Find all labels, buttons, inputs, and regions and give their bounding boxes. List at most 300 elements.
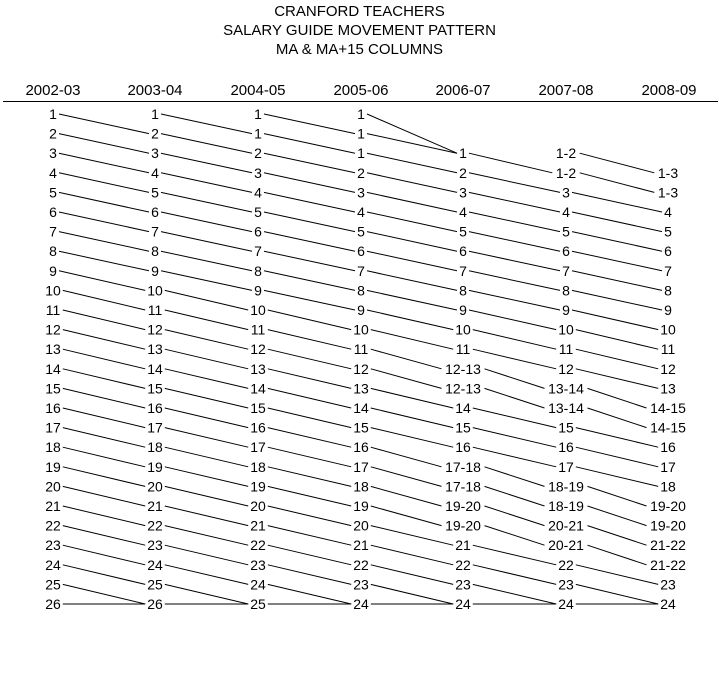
movement-line [264,251,355,271]
step-label: 19 [250,478,266,495]
step-label: 23 [45,537,61,554]
step-label: 1 [357,106,365,122]
step-label: 2 [151,125,159,142]
step-label: 16 [660,439,676,456]
movement-line [59,192,149,212]
step-label: 22 [353,556,369,573]
movement-line [264,192,355,212]
step-label: 4 [562,204,570,220]
step-label: 20 [45,478,61,495]
step-label: 3 [357,184,365,201]
movement-line [264,173,355,193]
movement-line [371,388,453,408]
step-label: 19-20 [650,517,686,534]
step-label: 8 [254,262,262,279]
movement-line [63,349,145,369]
movement-line [367,310,453,330]
step-label: 12 [45,321,61,338]
movement-line [63,290,145,310]
movement-line [59,251,149,271]
movement-line [485,526,545,546]
step-label: 1-2 [555,145,577,162]
step-label: 26 [45,596,61,612]
step-label: 13 [250,360,266,377]
step-label: 16 [558,439,574,456]
step-label: 13 [353,380,369,397]
movement-line [268,584,351,604]
title-line-2: SALARY GUIDE MOVEMENT PATTERN [223,22,496,39]
movement-line [588,486,647,506]
movement-line [371,467,442,487]
step-label: 12 [250,341,266,358]
step-label: 6 [664,243,672,260]
step-label: 21 [45,498,61,514]
movement-line [473,349,556,369]
movement-line [367,114,457,153]
step-label: 17 [558,458,574,475]
movement-line [63,565,145,585]
movement-line [268,467,351,487]
step-label: 14 [147,360,163,377]
step-label: 14 [353,400,369,416]
movement-line [268,506,351,526]
movement-line [485,467,545,487]
step-label: 13-14 [548,380,584,397]
step-label: 24 [455,596,471,612]
step-label: 23 [147,537,163,554]
movement-line [63,486,145,506]
movement-line [161,232,252,252]
step-label: 16 [455,439,471,456]
step-label: 6 [49,204,57,220]
step-label: 7 [49,223,57,240]
movement-line [371,506,442,526]
movement-line [588,526,647,546]
movement-line [469,290,560,310]
movement-line [165,506,248,526]
movement-line [371,330,453,350]
step-label: 15 [353,419,369,436]
step-label: 4 [254,184,262,201]
step-label: 1 [357,125,365,142]
step-label: 18-19 [548,498,584,514]
movement-line [268,369,351,389]
movement-line [268,408,351,428]
step-label: 14-15 [650,419,686,436]
step-label: 4 [357,204,365,220]
movement-line [165,369,248,389]
step-label: 25 [45,576,61,593]
movement-line [268,349,351,369]
movement-line [576,330,658,350]
movement-line [165,526,248,546]
step-label: 11 [250,321,266,338]
step-label: 1 [49,106,57,122]
step-label: 15 [147,380,163,397]
step-label: 14 [250,380,266,397]
step-label: 5 [151,184,159,201]
step-label: 19 [147,458,163,475]
movement-line [469,192,560,212]
step-label: 16 [353,439,369,456]
step-label: 17 [147,419,163,436]
movement-line [572,310,658,330]
step-label: 19-20 [445,517,481,534]
step-label: 7 [254,243,262,260]
step-label: 4 [664,204,672,220]
movement-line [63,447,145,467]
movement-line [268,388,351,408]
step-label: 5 [664,223,672,240]
movement-line [473,545,556,565]
step-label: 23 [660,576,676,593]
movement-line [63,428,145,448]
step-label: 10 [147,282,163,299]
step-label: 18 [147,439,163,456]
movement-line [165,486,248,506]
movement-line [588,545,647,565]
step-label: 7 [151,223,159,240]
step-label: 19 [353,498,369,514]
movement-line [473,408,556,428]
step-label: 8 [562,282,570,299]
step-label: 6 [562,243,570,260]
step-label: 24 [353,596,369,612]
step-label: 18-19 [548,478,584,495]
step-label: 2 [459,164,467,181]
movement-line [264,153,355,173]
step-label: 5 [254,204,262,220]
movement-line [165,310,248,330]
year-header-2008-09: 2008-09 [641,82,697,99]
movement-line [576,467,658,487]
step-label: 14 [455,400,471,416]
movement-line [264,232,355,252]
movement-line [165,584,248,604]
step-label: 19-20 [445,498,481,514]
title-line-1: CRANFORD TEACHERS [274,3,445,20]
movement-line [268,565,351,585]
movement-line [161,212,252,232]
movement-line [469,251,560,271]
step-label: 15 [558,419,574,436]
step-label: 17 [660,458,676,475]
movement-line [161,114,252,134]
step-label: 16 [147,400,163,416]
movement-line [367,192,457,212]
step-label: 18 [250,458,266,475]
movement-line [371,447,442,467]
step-label: 17 [45,419,61,436]
movement-line [161,251,252,271]
movement-line [572,192,662,212]
step-label: 1-3 [657,184,679,201]
step-label: 8 [151,243,159,260]
step-label: 12-13 [445,360,481,377]
movement-line [572,212,662,232]
step-label: 24 [660,596,676,612]
step-label: 11 [455,341,471,358]
movement-line [165,447,248,467]
movement-line [371,526,453,546]
step-label: 15 [45,380,61,397]
step-label: 5 [562,223,570,240]
movement-line [63,584,145,604]
step-label: 14-15 [650,400,686,416]
movement-line [268,526,351,546]
step-label: 18 [660,478,676,495]
step-label: 6 [254,223,262,240]
movement-line [59,173,149,193]
step-label: 22 [558,556,574,573]
movement-line [588,506,647,526]
movement-line [59,212,149,232]
step-label: 9 [254,282,262,299]
movement-line [165,428,248,448]
step-label: 12 [147,321,163,338]
step-label: 20 [147,478,163,495]
movement-line [63,408,145,428]
movement-line [165,545,248,565]
step-label: 9 [562,302,570,318]
movement-line [161,153,252,173]
movement-line [371,369,442,389]
step-label: 3 [562,184,570,201]
step-label: 8 [357,282,365,299]
step-label: 6 [357,243,365,260]
movement-line [371,428,453,448]
step-label: 11 [558,341,574,358]
step-label: 11 [353,341,369,358]
step-label: 1 [357,145,365,162]
step-label: 22 [45,517,61,534]
step-label: 23 [353,576,369,593]
step-label: 18 [353,478,369,495]
step-label: 21-22 [650,556,686,573]
movement-line [367,290,457,310]
movement-line [485,388,545,408]
movement-line [572,290,662,310]
step-label: 9 [459,302,467,318]
step-label: 8 [49,243,57,260]
step-label: 21 [455,537,471,554]
step-label: 25 [147,576,163,593]
movement-line [576,565,658,585]
movement-line [161,134,252,154]
movement-line [59,271,145,291]
step-label: 20 [353,517,369,534]
movement-line [264,290,355,310]
step-label: 9 [49,262,57,279]
step-label: 12 [660,360,676,377]
title-line-3: MA & MA+15 COLUMNS [275,41,444,58]
movement-line [367,251,457,271]
movement-line [576,447,658,467]
step-label: 23 [558,576,574,593]
movement-line [473,584,556,604]
step-label: 1 [254,106,262,122]
year-header-2005-06: 2005-06 [333,82,389,99]
step-label: 10 [45,282,61,299]
step-label: 13 [45,341,61,358]
step-label: 7 [459,262,467,279]
step-label: 12-13 [445,380,481,397]
step-label: 4 [49,164,57,181]
movement-line [165,388,248,408]
step-label: 3 [49,145,57,162]
movement-line [371,486,442,506]
movement-line [576,349,658,369]
step-label: 23 [455,576,471,593]
movement-line [485,486,545,506]
movement-line [469,310,556,330]
step-label: 22 [147,517,163,534]
movement-line [473,447,556,467]
step-label: 24 [147,556,163,573]
movement-line [165,290,248,310]
movement-line [165,408,248,428]
year-header-2004-05: 2004-05 [230,82,286,99]
movement-line [165,349,248,369]
step-label: 17-18 [445,458,481,475]
step-label: 9 [151,262,159,279]
movement-line [473,330,556,350]
step-label: 10 [250,302,266,318]
movement-line [371,565,453,585]
movement-line [371,349,442,369]
step-label: 17-18 [445,478,481,495]
step-label: 19-20 [650,498,686,514]
step-label: 19 [45,458,61,475]
movement-line [63,330,145,350]
step-label: 18 [45,439,61,456]
movement-line [63,369,145,389]
step-label: 15 [250,400,266,416]
step-label: 9 [357,302,365,318]
step-label: 24 [250,576,266,593]
year-header-2006-07: 2006-07 [435,82,491,99]
movement-line [367,232,457,252]
step-label: 7 [562,262,570,279]
step-label: 1-3 [657,164,679,181]
movement-line [161,192,252,212]
movement-line [268,330,351,350]
step-label: 2 [49,125,57,142]
movement-line [165,330,248,350]
step-label: 16 [45,400,61,416]
movement-line [367,212,457,232]
movement-line [469,153,552,173]
step-label: 11 [45,302,61,318]
movement-line [367,271,457,291]
movement-line [371,545,453,565]
year-header-2003-04: 2003-04 [127,82,183,99]
step-label: 10 [660,321,676,338]
step-label: 17 [250,439,266,456]
step-label: 7 [664,262,672,279]
movement-line [473,428,556,448]
step-label: 21 [353,537,369,554]
movement-line [63,545,145,565]
movement-line [268,486,351,506]
step-label: 11 [660,341,676,358]
movement-line [485,369,545,389]
step-label: 16 [250,419,266,436]
movement-line [469,173,560,193]
step-label: 17 [353,458,369,475]
step-label: 12 [353,360,369,377]
movement-line [367,153,457,173]
step-label: 1 [151,106,159,122]
movement-line [165,565,248,585]
step-label: 2 [357,164,365,181]
movement-line [59,232,149,252]
movement-line [588,388,647,408]
movement-line [469,232,560,252]
year-header-2002-03: 2002-03 [25,82,81,99]
movement-line [268,447,351,467]
step-label: 3 [151,145,159,162]
movement-line [161,173,252,193]
movement-line [572,271,662,291]
step-label: 22 [455,556,471,573]
step-label: 13 [147,341,163,358]
step-label: 9 [664,302,672,318]
movement-line [63,310,145,330]
step-label: 14 [45,360,61,377]
step-label: 25 [250,596,266,612]
step-label: 15 [455,419,471,436]
movement-line [485,506,545,526]
step-label: 10 [558,321,574,338]
movement-line [588,408,647,428]
step-label: 13-14 [548,400,584,416]
movement-line [59,153,149,173]
movement-line [576,428,658,448]
step-label: 20 [250,498,266,514]
step-label: 23 [250,556,266,573]
step-label: 6 [151,204,159,220]
movement-line [576,369,658,389]
step-label: 4 [151,164,159,181]
step-label: 5 [49,184,57,201]
step-label: 24 [558,596,574,612]
movement-line [572,251,662,271]
movement-line [63,388,145,408]
movement-line [268,428,351,448]
step-label: 5 [357,223,365,240]
step-label: 10 [455,321,471,338]
movement-line [469,212,560,232]
step-label: 1-2 [555,164,577,181]
step-label: 8 [459,282,467,299]
step-label: 5 [459,223,467,240]
step-label: 1 [254,125,262,142]
step-label: 10 [353,321,369,338]
movement-line [264,212,355,232]
step-label: 13 [660,380,676,397]
movement-line [371,584,453,604]
movement-line [473,565,556,585]
movement-line [63,467,145,487]
step-label: 6 [459,243,467,260]
step-label: 3 [459,184,467,201]
movement-line [268,310,351,330]
movement-line [576,584,658,604]
movement-line [264,114,355,134]
step-label: 12 [558,360,574,377]
year-header-2007-08: 2007-08 [538,82,594,99]
